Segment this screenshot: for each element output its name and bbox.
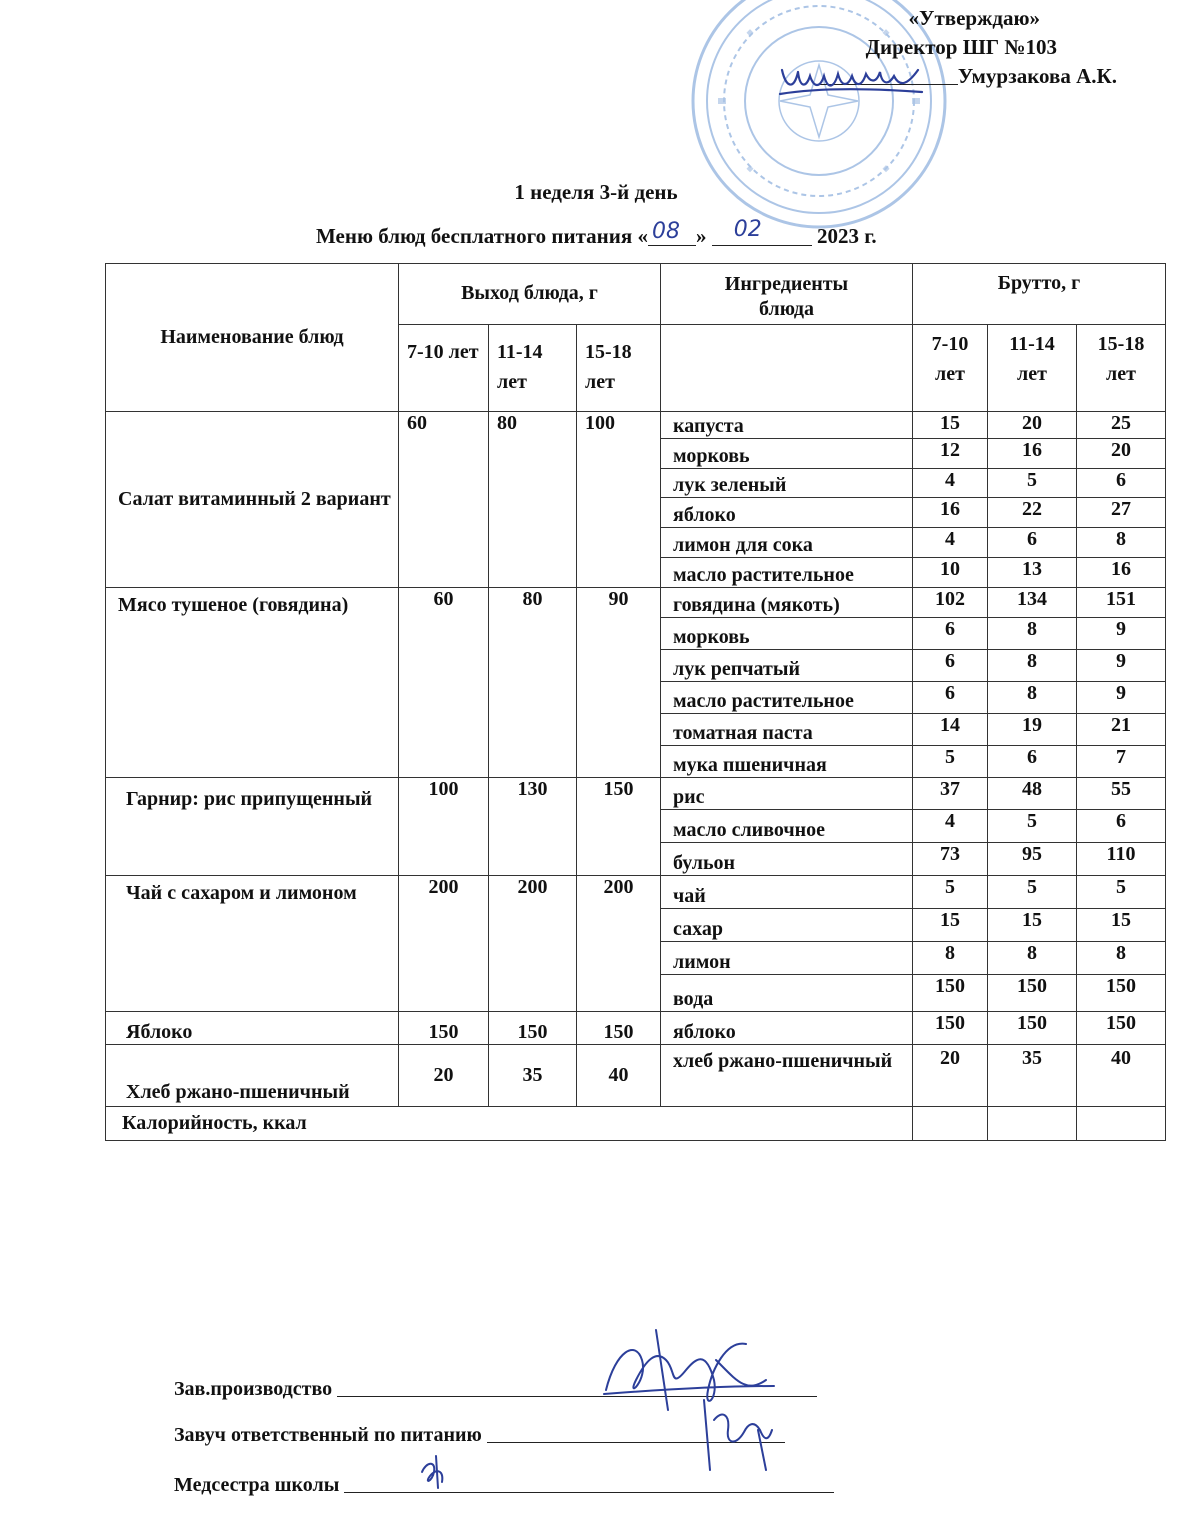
gross-15-18: 21: [1077, 714, 1166, 746]
gross-11-14: 8: [988, 942, 1077, 975]
nurse-signature-line: [344, 1474, 834, 1493]
gross-15-18: 5: [1077, 876, 1166, 909]
day-handwritten: 08: [651, 219, 680, 244]
gross-15-18: 110: [1077, 843, 1166, 876]
gross-11-14: 19: [988, 714, 1077, 746]
table-row: [106, 778, 1166, 810]
dish-name: Яблоко: [106, 1012, 399, 1045]
head-teacher-label: Завуч ответственный по питанию: [174, 1424, 482, 1446]
ingredient-name: масло растительное: [661, 682, 913, 714]
table-row: [106, 588, 1166, 618]
table-row: [106, 1045, 1166, 1107]
dish-name: Салат витаминный 2 вариант: [106, 412, 399, 588]
gross-11-14: 35: [988, 1045, 1077, 1107]
age-output-11-14: 11-14 лет: [489, 325, 577, 412]
menu-table: [105, 263, 1166, 1141]
footer-production: [174, 1378, 817, 1401]
ingredient-name: капуста: [661, 412, 913, 439]
gross-15-18: 150: [1077, 1012, 1166, 1045]
gross-15-18: 9: [1077, 618, 1166, 650]
gross-7-10: 14: [913, 714, 988, 746]
table-row: [106, 412, 1166, 439]
ingredient-name: лук репчатый: [661, 650, 913, 682]
ingredient-name: масло растительное: [661, 558, 913, 588]
production-signature-line: [337, 1378, 817, 1397]
calories-row: [106, 1107, 1166, 1141]
gross-7-10: 20: [913, 1045, 988, 1107]
gross-11-14: 8: [988, 650, 1077, 682]
gross-15-18: 55: [1077, 778, 1166, 810]
production-label: Зав.производство: [174, 1378, 333, 1400]
gross-15-18: 25: [1077, 412, 1166, 439]
ingredient-name: чай: [661, 876, 913, 909]
ingredient-name: лимон: [661, 942, 913, 975]
gross-7-10: 6: [913, 682, 988, 714]
gross-11-14: 95: [988, 843, 1077, 876]
gross-7-10: 5: [913, 746, 988, 778]
approval-title: «Утверждаю»: [908, 6, 1040, 30]
output-15-18: 150: [577, 1012, 661, 1045]
gross-7-10: 4: [913, 810, 988, 843]
footer-nurse: [174, 1474, 834, 1497]
footer-head-teacher: [174, 1424, 785, 1447]
ingredient-name: яблоко: [661, 1012, 913, 1045]
gross-11-14: 5: [988, 469, 1077, 498]
gross-15-18: 20: [1077, 439, 1166, 469]
ingredient-name: сахар: [661, 909, 913, 942]
ingredient-name: морковь: [661, 439, 913, 469]
age-output-7-10: 7-10 лет: [399, 325, 489, 412]
gross-15-18: 9: [1077, 650, 1166, 682]
age-gross-7-10: 7-10 лет: [913, 325, 988, 412]
menu-title: [316, 217, 877, 249]
age-output-15-18: 15-18 лет: [577, 325, 661, 412]
gross-15-18: 6: [1077, 469, 1166, 498]
gross-7-10: 15: [913, 412, 988, 439]
gross-15-18: 7: [1077, 746, 1166, 778]
gross-11-14: 48: [988, 778, 1077, 810]
ingredient-name: хлеб ржано-пшеничный: [661, 1045, 913, 1107]
year-label: 2023 г.: [816, 224, 877, 248]
dish-name: Мясо тушеное (говядина): [106, 588, 399, 778]
gross-15-18: 6: [1077, 810, 1166, 843]
ingredient-name: морковь: [661, 618, 913, 650]
gross-7-10: 6: [913, 650, 988, 682]
gross-15-18: 8: [1077, 528, 1166, 558]
gross-7-10: 150: [913, 1012, 988, 1045]
gross-11-14: 134: [988, 588, 1077, 618]
gross-7-10: 73: [913, 843, 988, 876]
head-teacher-signature-line: [487, 1424, 785, 1443]
month-handwritten: 02: [733, 217, 762, 242]
gross-7-10: 4: [913, 469, 988, 498]
day-field: [648, 219, 696, 246]
gross-15-18: 150: [1077, 975, 1166, 1012]
output-11-14: 80: [489, 412, 577, 588]
ingredient-name: лук зеленый: [661, 469, 913, 498]
calories-label: Калорийность, ккал: [106, 1107, 913, 1141]
gross-15-18: 40: [1077, 1045, 1166, 1107]
calories-11-14: [988, 1107, 1077, 1141]
director-title: Директор ШГ №103: [865, 35, 1057, 59]
gross-11-14: 13: [988, 558, 1077, 588]
gross-11-14: 5: [988, 876, 1077, 909]
output-7-10: 100: [399, 778, 489, 876]
ingredient-name: бульон: [661, 843, 913, 876]
ingredients-subheader-empty: [661, 325, 913, 412]
gross-7-10: 37: [913, 778, 988, 810]
output-7-10: 20: [399, 1045, 489, 1107]
output-15-18: 100: [577, 412, 661, 588]
output-15-18: 40: [577, 1045, 661, 1107]
ingredient-name: рис: [661, 778, 913, 810]
output-7-10: 200: [399, 876, 489, 1012]
output-11-14: 80: [489, 588, 577, 778]
ingredient-name: томатная паста: [661, 714, 913, 746]
gross-15-18: 15: [1077, 909, 1166, 942]
col-gross-header: Брутто, г: [913, 264, 1166, 325]
quote-close: »: [695, 224, 707, 248]
gross-15-18: 9: [1077, 682, 1166, 714]
col-output-header: Выход блюда, г: [399, 264, 661, 325]
director-name: Умурзакова А.К.: [957, 64, 1117, 88]
gross-11-14: 8: [988, 682, 1077, 714]
gross-11-14: 150: [988, 975, 1077, 1012]
gross-7-10: 150: [913, 975, 988, 1012]
ingredient-name: вода: [661, 975, 913, 1012]
nurse-label: Медсестра школы: [174, 1474, 340, 1496]
output-11-14: 35: [489, 1045, 577, 1107]
gross-11-14: 5: [988, 810, 1077, 843]
table-row: [106, 876, 1166, 909]
calories-15-18: [1077, 1107, 1166, 1141]
calories-7-10: [913, 1107, 988, 1141]
gross-15-18: 151: [1077, 588, 1166, 618]
age-gross-11-14: 11-14 лет: [988, 325, 1077, 412]
dish-name: Гарнир: рис припущенный: [106, 778, 399, 876]
output-7-10: 150: [399, 1012, 489, 1045]
gross-7-10: 15: [913, 909, 988, 942]
col-ingredients-header: Ингредиенты блюда: [661, 264, 913, 325]
gross-11-14: 20: [988, 412, 1077, 439]
gross-7-10: 10: [913, 558, 988, 588]
gross-11-14: 8: [988, 618, 1077, 650]
output-15-18: 150: [577, 778, 661, 876]
gross-15-18: 27: [1077, 498, 1166, 528]
ingredient-name: говядина (мякоть): [661, 588, 913, 618]
gross-11-14: 6: [988, 528, 1077, 558]
gross-11-14: 15: [988, 909, 1077, 942]
output-11-14: 200: [489, 876, 577, 1012]
gross-15-18: 8: [1077, 942, 1166, 975]
gross-11-14: 16: [988, 439, 1077, 469]
gross-11-14: 6: [988, 746, 1077, 778]
output-7-10: 60: [399, 412, 489, 588]
director-signature-line: [820, 64, 958, 85]
ingredient-name: лимон для сока: [661, 528, 913, 558]
output-7-10: 60: [399, 588, 489, 778]
table-row: [106, 1012, 1166, 1045]
gross-7-10: 6: [913, 618, 988, 650]
dish-name: Чай с сахаром и лимоном: [106, 876, 399, 1012]
gross-7-10: 5: [913, 876, 988, 909]
output-11-14: 150: [489, 1012, 577, 1045]
output-15-18: 90: [577, 588, 661, 778]
ingredient-name: мука пшеничная: [661, 746, 913, 778]
gross-7-10: 4: [913, 528, 988, 558]
ingredient-name: яблоко: [661, 498, 913, 528]
age-gross-15-18: 15-18 лет: [1077, 325, 1166, 412]
approval-block: [820, 4, 1117, 91]
gross-11-14: 22: [988, 498, 1077, 528]
menu-title-prefix: Меню блюд бесплатного питания «: [316, 224, 648, 248]
ingredient-name: масло сливочное: [661, 810, 913, 843]
gross-7-10: 102: [913, 588, 988, 618]
col-dish-header: Наименование блюд: [106, 264, 399, 412]
output-15-18: 200: [577, 876, 661, 1012]
gross-7-10: 12: [913, 439, 988, 469]
gross-15-18: 16: [1077, 558, 1166, 588]
gross-7-10: 8: [913, 942, 988, 975]
dish-name: Хлеб ржано-пшеничный: [106, 1045, 399, 1107]
gross-7-10: 16: [913, 498, 988, 528]
week-day-title: 1 неделя 3-й день: [514, 180, 678, 204]
output-11-14: 130: [489, 778, 577, 876]
month-field: [712, 217, 812, 246]
gross-11-14: 150: [988, 1012, 1077, 1045]
